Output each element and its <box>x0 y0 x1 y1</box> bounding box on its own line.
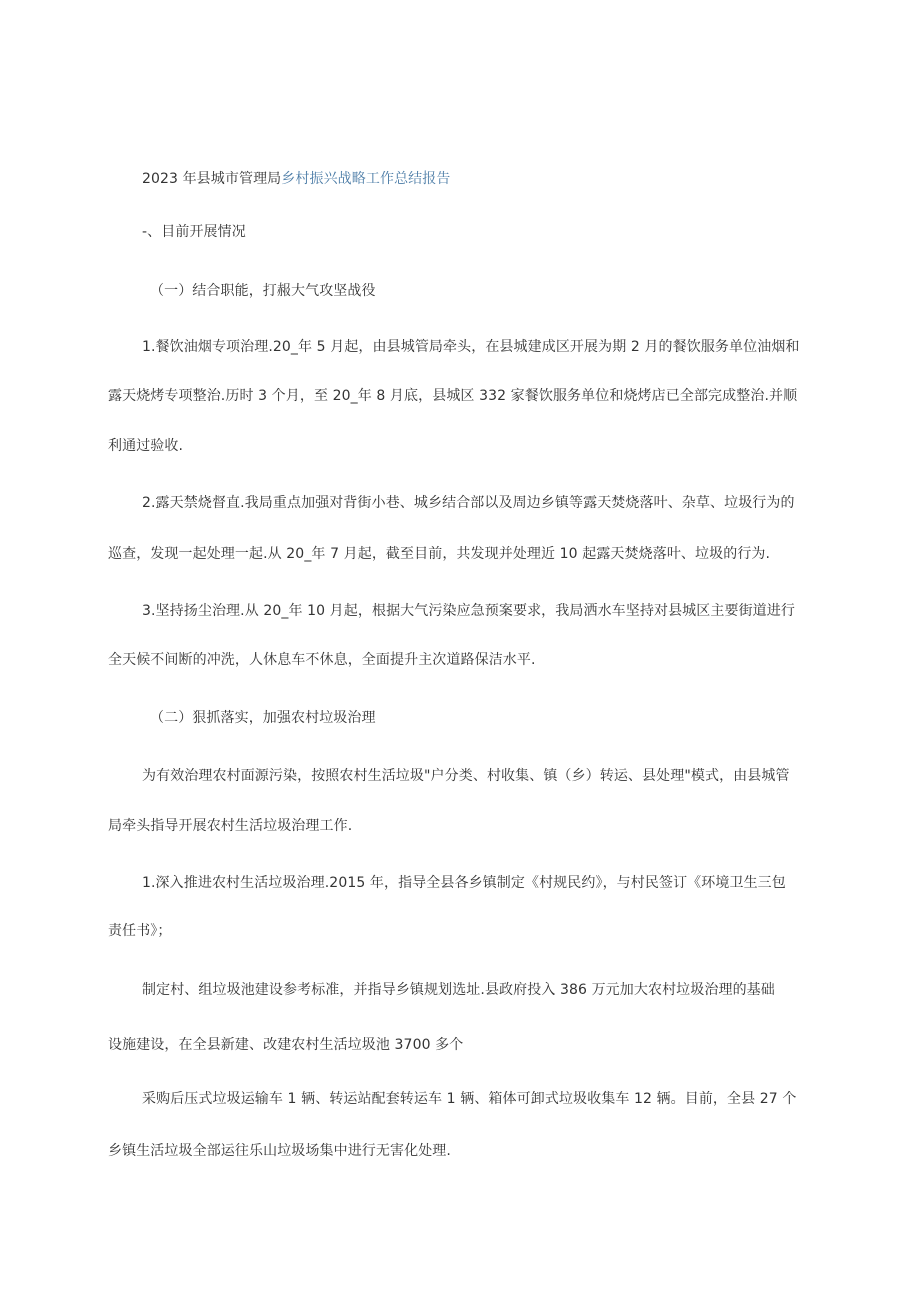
paragraph-line: 局牵头指导开展农村生活垃圾治理工作. <box>108 818 353 834</box>
paragraph-line: 利通过验收. <box>108 438 184 454</box>
paragraph-line: 为有效治理农村面源污染，按照农村生活垃圾"户分类、村收集、镇（乡）转运、县处理"模式，由县城管 <box>142 768 790 784</box>
paragraph-line: 2.露天禁烧督直.我局重点加强对背街小巷、城乡结合部以及周边乡镇等露天焚烧落叶、杂草、垃圾行为的 <box>142 495 795 511</box>
paragraph-line: 采购后压式垃圾运输车 1 辆、转运站配套转运车 1 辆、箱体可卸式垃圾收集车 12 辆。目前，全县 27 个 <box>142 1091 797 1107</box>
paragraph-line: 3.坚持扬尘治理.从 20_年 10 月起，根据大气污染应急预案要求，我局洒水车坚持对县城区主要街道进行 <box>142 603 795 619</box>
subsection-heading-1: （一）结合职能，打赧大气攻坚战役 <box>150 283 376 299</box>
paragraph-line: 巡查，发现一起处理一起.从 20_年 7 月起，截至目前，共发现并处理近 10 起露天焚烧落叶、垃圾的行为. <box>108 546 771 562</box>
paragraph-line: 1.深入推进农村生活垃圾治理.2015 年，指导全县各乡镇制定《村规民约》，与村民签订《环境卫生三包 <box>142 875 786 891</box>
paragraph-line: 1.餐饮油烟专项治理.20_年 5 月起，由县城管局牵头，在县城建成区开展为期 2 月的餐饮服务单位油烟和 <box>142 339 800 355</box>
paragraph-line: 设施建设，在全县新建、改建农村生活垃圾池 3700 多个 <box>108 1037 464 1053</box>
paragraph-line: 全天候不间断的冲洗，人休息车不休息，全面提升主次道路保洁水平. <box>108 652 536 668</box>
paragraph-line: 责任书》； <box>108 923 172 939</box>
document-title <box>142 169 450 189</box>
paragraph-line: 乡镇生活垃圾全部运往乐山垃圾场集中进行无害化处理. <box>108 1143 451 1159</box>
title-text: 2023 年县城市管理局 <box>142 171 282 187</box>
subsection-heading-2: （二）狠抓落实，加强农村垃圾治理 <box>150 710 376 726</box>
title-link[interactable]: 乡村振兴战略工作总结报告 <box>281 171 451 187</box>
paragraph-line: 制定村、组垃圾池建设参考标准，并指导乡镇规划选址.县政府投入 386 万元加大农村垃圾治理的基础 <box>142 982 775 998</box>
section-heading-1: -、目前开展情况 <box>142 224 246 240</box>
paragraph-line: 露天烧烤专项整治.历时 3 个月，至 20_年 8 月底，县城区 332 家餐饮服务单位和烧烤店已全部完成整治.并顺 <box>108 388 798 404</box>
